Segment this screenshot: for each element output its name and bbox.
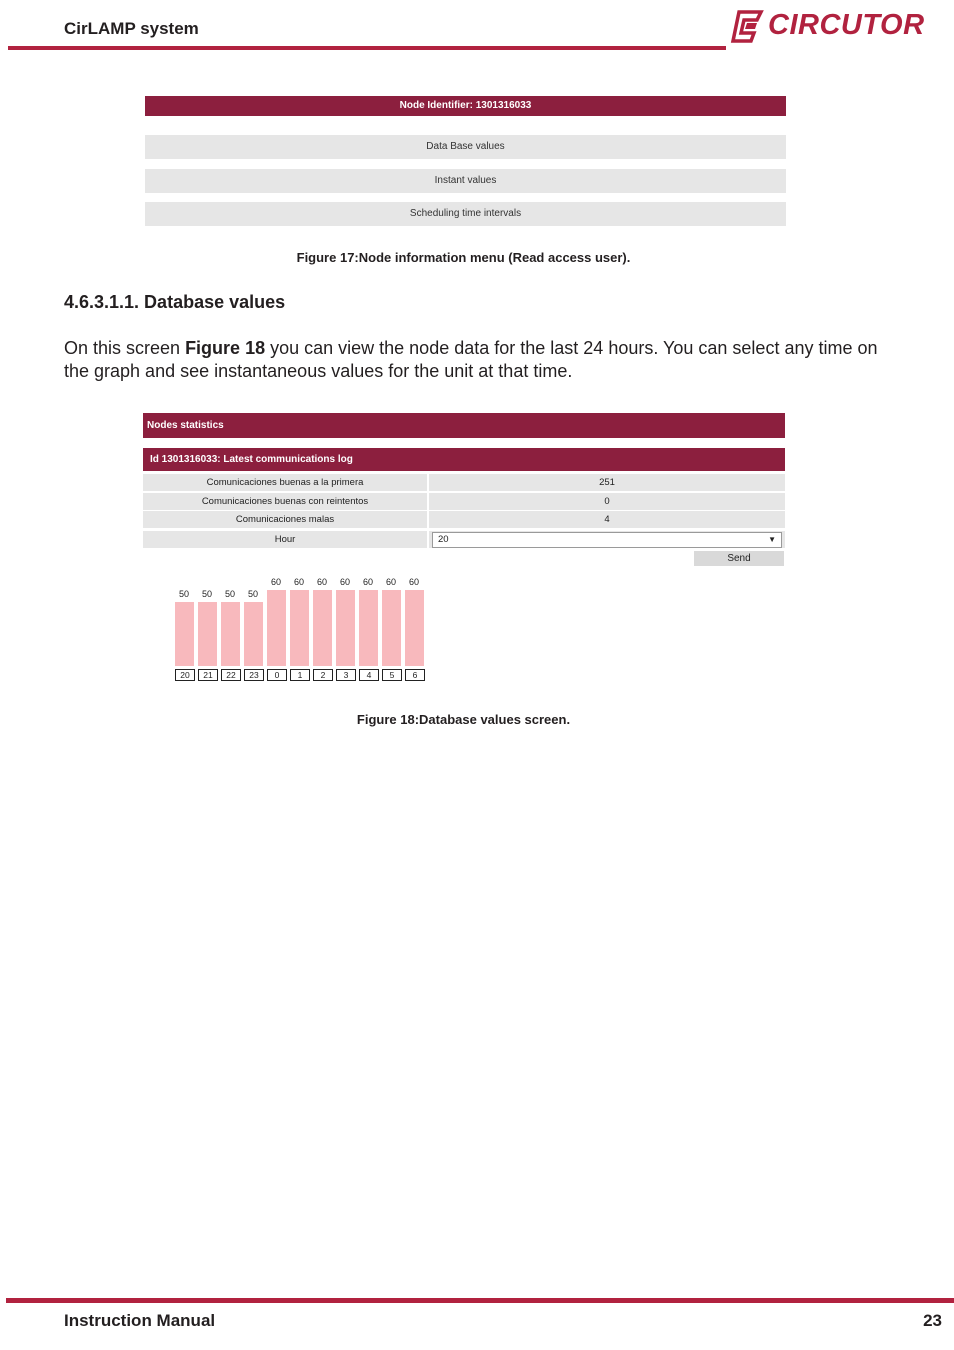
hour-category-label[interactable]: 0 <box>267 669 287 681</box>
hour-category-label[interactable]: 2 <box>313 669 333 681</box>
hour-category-label[interactable]: 6 <box>405 669 425 681</box>
hour-category-label[interactable]: 4 <box>359 669 379 681</box>
hour-category-label[interactable]: 1 <box>290 669 310 681</box>
chart-bar[interactable] <box>198 602 217 666</box>
stat-row-label: Comunicaciones buenas a la primera <box>143 474 427 491</box>
chart-bar[interactable] <box>244 602 263 666</box>
document-header-title: CirLAMP system <box>64 19 199 38</box>
hour-category-label[interactable]: 22 <box>221 669 241 681</box>
bar-value-label: 50 <box>224 589 235 599</box>
circutor-logo <box>730 9 925 45</box>
paragraph-text-2: you can view the node data for the last 24 hours. You can select any time on the graph and see instantaneous values for the unit at that time. <box>64 338 878 381</box>
paragraph-text-1: On this screen <box>64 338 186 358</box>
bar-value-label: 60 <box>339 577 350 587</box>
chart-bar[interactable] <box>359 590 378 666</box>
bar-value-label: 60 <box>293 577 304 587</box>
figure-17-caption: Figure 17:Node information menu (Read access user). <box>296 250 631 265</box>
header-rule <box>8 46 726 50</box>
logo-text: CIRCUTOR <box>768 9 925 41</box>
stat-row-label: Comunicaciones buenas con reintentos <box>143 493 427 510</box>
menu-instant-values-button[interactable]: Instant values <box>145 169 786 193</box>
bar-value-label: 50 <box>247 589 258 599</box>
chart-bar[interactable] <box>290 590 309 666</box>
page-number: 23 <box>923 1311 942 1330</box>
hour-label: Hour <box>143 531 427 548</box>
body-paragraph <box>64 337 894 383</box>
menu-database-values-button[interactable]: Data Base values <box>145 135 786 159</box>
circutor-logo-icon <box>730 9 766 45</box>
hour-category-label[interactable]: 20 <box>175 669 195 681</box>
hour-category-label[interactable]: 21 <box>198 669 218 681</box>
communications-log-bar: Id 1301316033: Latest communications log <box>143 448 785 471</box>
bar-value-label: 50 <box>201 589 212 599</box>
chart-bar[interactable] <box>313 590 332 666</box>
section-title: 4.6.3.1.1. Database values <box>64 292 286 312</box>
chart-bar[interactable] <box>221 602 240 666</box>
chart-bar[interactable] <box>267 590 286 666</box>
hour-category-label[interactable]: 5 <box>382 669 402 681</box>
stat-row-value: 4 <box>429 511 785 528</box>
hour-select-value: 20 <box>438 534 449 545</box>
bar-value-label: 60 <box>385 577 396 587</box>
stat-row-label: Comunicaciones malas <box>143 511 427 528</box>
send-button[interactable]: Send <box>694 551 784 566</box>
chart-bar[interactable] <box>405 590 424 666</box>
menu-scheduling-button[interactable]: Scheduling time intervals <box>145 202 786 226</box>
stat-row-value: 251 <box>429 474 785 491</box>
hour-category-label[interactable]: 23 <box>244 669 264 681</box>
bar-value-label: 60 <box>316 577 327 587</box>
bar-value-label: 60 <box>362 577 373 587</box>
hour-select[interactable] <box>432 532 782 548</box>
bar-value-label: 60 <box>408 577 419 587</box>
bar-value-label: 50 <box>178 589 189 599</box>
hourly-bar-chart <box>172 574 432 684</box>
chart-bar[interactable] <box>382 590 401 666</box>
hour-category-label[interactable]: 3 <box>336 669 356 681</box>
footer-rule <box>6 1298 954 1303</box>
figure-18-caption: Figure 18:Database values screen. <box>356 712 571 727</box>
chart-bar[interactable] <box>336 590 355 666</box>
node-identifier-bar: Node Identifier: 1301316033 <box>145 96 786 116</box>
bar-value-label: 60 <box>270 577 281 587</box>
nodes-statistics-bar: Nodes statistics <box>143 413 785 438</box>
figure-reference: Figure 18 <box>185 338 266 358</box>
footer-title: Instruction Manual <box>64 1311 216 1330</box>
chart-bar[interactable] <box>175 602 194 666</box>
dropdown-arrow-icon: ▼ <box>768 535 776 544</box>
stat-row-value: 0 <box>429 493 785 510</box>
